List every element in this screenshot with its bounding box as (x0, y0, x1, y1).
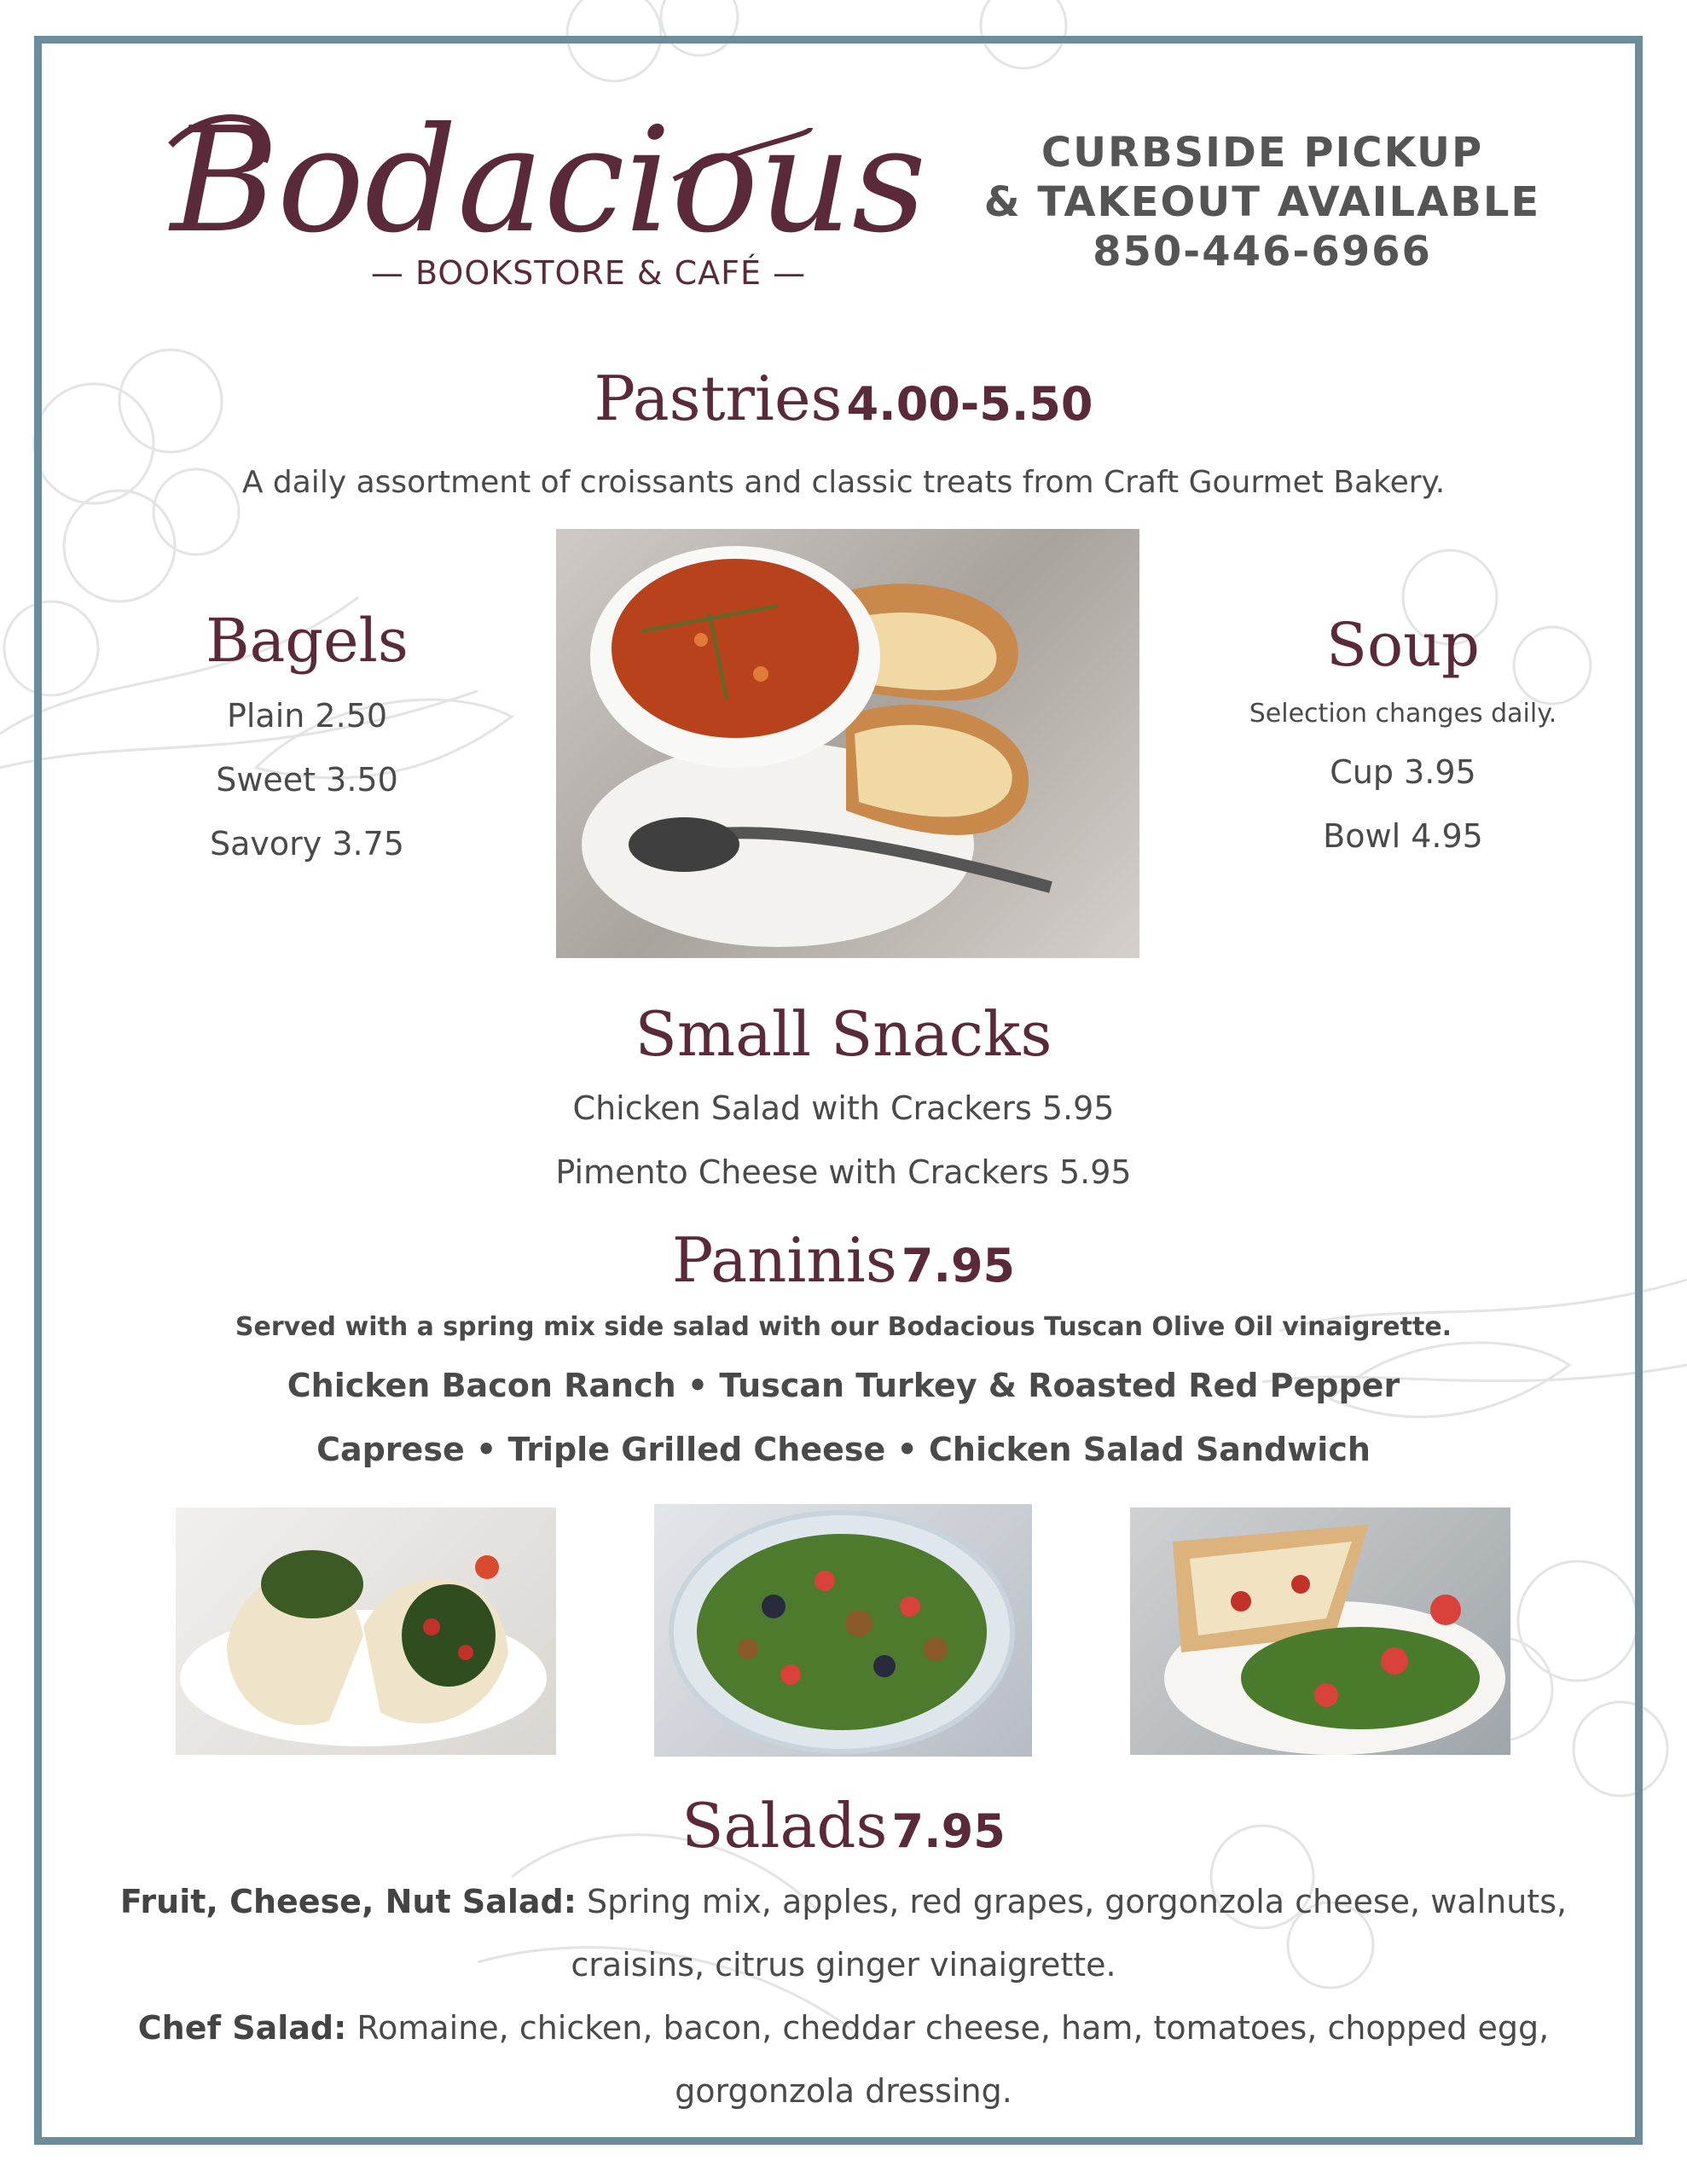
salad-item (68, 1996, 1619, 2059)
pickup-phone: 850-446-6966 (1093, 228, 1432, 276)
small-snacks-section (0, 998, 1687, 1205)
paninis-title: Paninis (671, 1224, 897, 1296)
soup-note: Selection changes daily. (1249, 699, 1557, 729)
small-snacks-title: Small Snacks (635, 998, 1052, 1070)
bagel-item: Sweet 3.50 (216, 761, 398, 799)
pastries-price: 4.00-5.50 (846, 377, 1093, 431)
salad-name: Fruit, Cheese, Nut Salad: (119, 1883, 577, 1920)
pastries-description: A daily assortment of croissants and classic treats from Craft Gourmet Bakery. (241, 465, 1446, 500)
pickup-line-1: CURBSIDE PICKUP (1041, 129, 1484, 177)
salad-ingredients-cont: craisins, citrus ginger vinaigrette. (571, 1946, 1116, 1984)
paninis-heading (0, 1224, 1687, 1296)
soup-section (1211, 610, 1595, 868)
paninis-list-line-1: Chicken Bacon Ranch • Tuscan Turkey & Roasted Red Pepper (287, 1367, 1400, 1404)
salads-heading (0, 1790, 1687, 1862)
paninis-list-line-2: Caprese • Triple Grilled Cheese • Chicken Salad Sandwich (316, 1431, 1371, 1468)
bagel-item: Savory 3.75 (210, 825, 404, 863)
soup-photo (556, 529, 1139, 958)
salad-ingredients-cont: gorgonzola dressing. (675, 2072, 1012, 2110)
panini-photo (1130, 1507, 1510, 1755)
salads-price: 7.95 (891, 1804, 1006, 1858)
soup-title: Soup (1326, 610, 1480, 680)
salads-title: Salads (681, 1790, 888, 1862)
soup-item: Bowl 4.95 (1323, 817, 1483, 855)
paninis-description: Served with a spring mix side salad with our Bodacious Tuscan Olive Oil vinaigrette. (235, 1312, 1452, 1342)
svg-text:Bodacious: Bodacious (171, 96, 927, 265)
salad-ingredients: Spring mix, apples, red grapes, gorgonzola cheese, walnuts, (576, 1883, 1568, 1920)
snack-item: Chicken Salad with Crackers 5.95 (572, 1089, 1115, 1127)
wrap-photo (176, 1507, 556, 1755)
bagel-item: Plain 2.50 (226, 697, 388, 735)
salad-name: Chef Salad: (137, 2009, 347, 2047)
bagels-title: Bagels (206, 606, 409, 676)
pickup-info (972, 128, 1552, 276)
paninis-price: 7.95 (901, 1239, 1016, 1292)
pickup-line-2: & TAKEOUT AVAILABLE (983, 178, 1541, 226)
logo-subtitle: — BOOKSTORE & CAFÉ — (370, 254, 807, 292)
salads-list (68, 1870, 1619, 2123)
salad-ingredients: Romaine, chicken, bacon, cheddar cheese, ham, tomatoes, chopped egg, (346, 2009, 1550, 2047)
bagels-section (154, 606, 461, 876)
soup-item: Cup 3.95 (1330, 753, 1476, 791)
snack-item: Pimento Cheese with Crackers 5.95 (555, 1153, 1132, 1191)
pastries-title: Pastries (594, 363, 843, 434)
pastries-heading (0, 363, 1687, 434)
salad-bowl-photo (654, 1504, 1032, 1757)
salad-item (68, 1870, 1619, 1933)
